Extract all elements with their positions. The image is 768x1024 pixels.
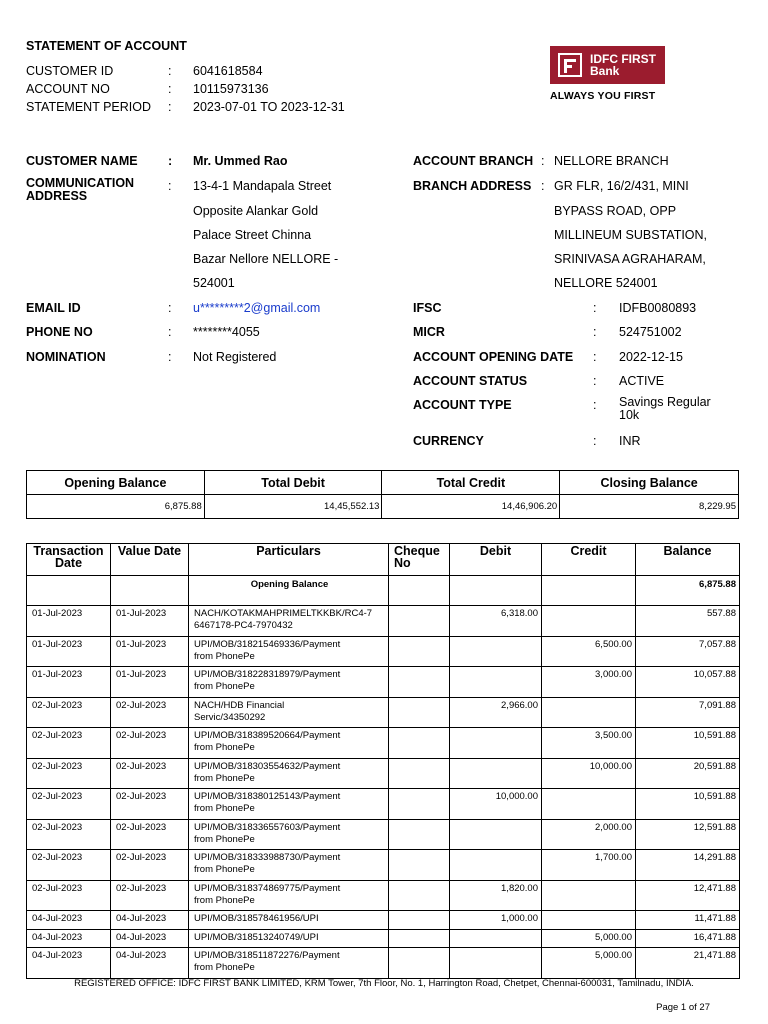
customer-name-label: CUSTOMER NAME <box>26 154 138 168</box>
account-branch-value: NELLORE BRANCH <box>554 154 669 168</box>
balance-cell: 557.88 <box>636 606 740 637</box>
opening-balance-value: 6,875.88 <box>27 495 205 519</box>
branch-address-line: NELLORE 524001 <box>554 276 658 290</box>
cheque-no-cell <box>389 606 450 637</box>
bank-logo <box>550 46 665 84</box>
txn-date-cell: 02-Jul-2023 <box>27 789 111 820</box>
micr-value: 524751002 <box>619 325 682 339</box>
txn-date-cell: 02-Jul-2023 <box>27 758 111 789</box>
total-debit-value: 14,45,552.13 <box>204 495 382 519</box>
particulars-line: from PhonePe <box>194 681 255 692</box>
closing-balance-value: 8,229.95 <box>560 495 739 519</box>
particulars-cell <box>189 929 389 948</box>
txn-date-cell: 01-Jul-2023 <box>27 636 111 667</box>
opening-balance-label: Opening Balance <box>189 576 389 606</box>
particulars-cell <box>189 758 389 789</box>
table-row <box>27 819 740 850</box>
value-date-cell: 02-Jul-2023 <box>111 697 189 728</box>
debit-cell: 2,966.00 <box>450 697 542 728</box>
balance-cell: 12,471.88 <box>636 880 740 911</box>
summary-header: Total Debit <box>204 471 382 495</box>
txn-date-cell: 04-Jul-2023 <box>27 948 111 979</box>
value-date-cell: 02-Jul-2023 <box>111 819 189 850</box>
particulars-cell <box>189 636 389 667</box>
colon: : <box>593 325 597 339</box>
statement-title: STATEMENT OF ACCOUNT <box>26 39 187 53</box>
table-row <box>27 850 740 881</box>
table-row <box>27 948 740 979</box>
cheque-no-cell <box>389 911 450 930</box>
debit-cell: 1,820.00 <box>450 880 542 911</box>
value-date-cell: 02-Jul-2023 <box>111 880 189 911</box>
balance-cell: 7,091.88 <box>636 697 740 728</box>
table-row <box>27 667 740 698</box>
balance-cell: 7,057.88 <box>636 636 740 667</box>
statement-period-label: STATEMENT PERIOD <box>26 100 152 114</box>
balance-cell: 10,591.88 <box>636 789 740 820</box>
branch-address-line: BYPASS ROAD, OPP <box>554 203 677 218</box>
particulars-line: from PhonePe <box>194 772 255 784</box>
colon: : <box>541 154 545 168</box>
table-row <box>27 911 740 930</box>
address-line: 13-4-1 Mandapala Street <box>193 179 332 193</box>
value-date-cell: 02-Jul-2023 <box>111 789 189 820</box>
address-label-line2: ADDRESS <box>26 189 88 203</box>
debit-cell <box>450 728 542 759</box>
particulars-line: NACH/KOTAKMAHPRIMELTKKBK/RC4-7 <box>194 608 373 619</box>
credit-cell <box>542 911 636 930</box>
colon: : <box>168 154 173 168</box>
particulars-cell <box>189 819 389 850</box>
value-date-cell: 04-Jul-2023 <box>111 929 189 948</box>
particulars-line: from PhonePe <box>194 803 255 814</box>
particulars-cell <box>189 850 389 881</box>
cheque-no-cell <box>389 667 450 698</box>
colon: : <box>593 301 597 315</box>
particulars-cell <box>189 697 389 728</box>
cheque-no-cell <box>389 929 450 948</box>
colon: : <box>168 64 172 78</box>
col-header-particulars: Particulars <box>189 544 389 576</box>
col-header-value-date: Value Date <box>111 544 189 576</box>
txn-date-cell: 02-Jul-2023 <box>27 728 111 759</box>
phone-label: PHONE NO <box>26 325 93 339</box>
debit-cell <box>450 948 542 979</box>
cheque-no-cell <box>389 850 450 881</box>
particulars-line: UPI/MOB/318511872276/Payment <box>194 950 340 961</box>
opening-balance-amount: 6,875.88 <box>636 576 740 606</box>
summary-header: Closing Balance <box>560 471 739 495</box>
particulars-line: from PhonePe <box>194 962 255 973</box>
particulars-line: from PhonePe <box>194 864 255 875</box>
address-line: Bazar Nellore NELLORE - <box>193 252 339 266</box>
account-ids-block <box>26 62 426 118</box>
credit-cell: 5,000.00 <box>542 929 636 948</box>
table-row <box>27 929 740 948</box>
credit-cell: 10,000.00 <box>542 758 636 789</box>
particulars-line: UPI/MOB/318374869775/Payment <box>194 882 341 894</box>
particulars-line: UPI/MOB/318578461956/UPI <box>194 913 319 924</box>
table-cell <box>27 576 111 606</box>
particulars-line: from PhonePe <box>194 894 255 906</box>
credit-cell: 5,000.00 <box>542 948 636 979</box>
table-row <box>27 728 740 759</box>
particulars-line: from PhonePe <box>194 650 255 662</box>
debit-cell <box>450 667 542 698</box>
table-cell <box>450 576 542 606</box>
credit-cell <box>542 606 636 637</box>
col-header-cheque-no <box>389 544 450 576</box>
particulars-line: from PhonePe <box>194 833 255 845</box>
debit-cell <box>450 929 542 948</box>
debit-cell <box>450 758 542 789</box>
txn-date-cell: 04-Jul-2023 <box>27 911 111 930</box>
balance-cell: 11,471.88 <box>636 911 740 930</box>
value-date-cell: 01-Jul-2023 <box>111 606 189 637</box>
debit-cell <box>450 819 542 850</box>
summary-header: Opening Balance <box>27 471 205 495</box>
particulars-line: UPI/MOB/318380125143/Payment <box>194 791 341 802</box>
colon: : <box>168 100 172 114</box>
account-type-label: ACCOUNT TYPE <box>413 398 512 412</box>
col-header-debit: Debit <box>450 544 542 576</box>
table-cell <box>111 576 189 606</box>
opening-balance-row <box>27 576 740 606</box>
total-credit-value: 14,46,906.20 <box>382 495 560 519</box>
balance-cell: 10,591.88 <box>636 728 740 759</box>
particulars-cell <box>189 880 389 911</box>
credit-cell <box>542 789 636 820</box>
txn-date-cell: 01-Jul-2023 <box>27 667 111 698</box>
email-link[interactable]: u*********2@gmail.com <box>193 301 321 315</box>
balance-cell: 16,471.88 <box>636 929 740 948</box>
bank-logo-mark-icon <box>558 53 582 77</box>
branch-address-label: BRANCH ADDRESS <box>413 179 532 193</box>
colon: : <box>593 373 597 388</box>
phone-value: ********4055 <box>193 325 260 339</box>
particulars-cell <box>189 911 389 930</box>
particulars-line: UPI/MOB/318389520664/Payment <box>194 730 341 741</box>
col-header-transaction-date <box>27 544 111 576</box>
credit-cell: 6,500.00 <box>542 636 636 667</box>
cheque-no-cell <box>389 880 450 911</box>
balance-cell: 21,471.88 <box>636 948 740 979</box>
opening-date-value: 2022-12-15 <box>619 349 683 364</box>
value-date-cell: 04-Jul-2023 <box>111 948 189 979</box>
account-details <box>413 152 743 452</box>
account-branch-label: ACCOUNT BRANCH <box>413 154 534 168</box>
particulars-line: UPI/MOB/318228318979/Payment <box>194 669 341 680</box>
account-no-value: 10115973136 <box>193 82 269 96</box>
page-number: Page 1 of 27 <box>656 1002 710 1013</box>
currency-value: INR <box>619 434 641 448</box>
credit-cell <box>542 880 636 911</box>
particulars-line: UPI/MOB/318513240749/UPI <box>194 931 319 943</box>
debit-cell: 1,000.00 <box>450 911 542 930</box>
statement-period-value: 2023-07-01 TO 2023-12-31 <box>193 100 345 114</box>
debit-cell <box>450 850 542 881</box>
colon: : <box>168 82 172 96</box>
cheque-no-cell <box>389 636 450 667</box>
account-no-label: ACCOUNT NO <box>26 82 110 96</box>
account-type-line1: Savings Regular <box>619 395 711 409</box>
ifsc-value: IDFB0080893 <box>619 301 697 315</box>
table-row <box>27 606 740 637</box>
table-row <box>27 789 740 820</box>
colon: : <box>593 434 597 448</box>
branch-address-line: GR FLR, 16/2/431, MINI <box>554 179 689 193</box>
colon: : <box>168 325 172 339</box>
cheque-no-cell <box>389 789 450 820</box>
header-text: Date <box>54 556 83 570</box>
value-date-cell: 01-Jul-2023 <box>111 636 189 667</box>
colon: : <box>168 349 172 364</box>
debit-cell: 10,000.00 <box>450 789 542 820</box>
col-header-balance: Balance <box>636 544 740 576</box>
particulars-line: NACH/HDB Financial <box>194 699 285 711</box>
cheque-no-cell <box>389 948 450 979</box>
header-text: Transaction <box>33 544 104 558</box>
customer-details <box>26 152 406 372</box>
debit-cell: 6,318.00 <box>450 606 542 637</box>
value-date-cell: 02-Jul-2023 <box>111 728 189 759</box>
branch-address-line: MILLINEUM SUBSTATION, <box>554 227 708 242</box>
txn-date-cell: 04-Jul-2023 <box>27 929 111 948</box>
table-row <box>27 697 740 728</box>
bank-logo-text <box>590 53 656 77</box>
particulars-line: from PhonePe <box>194 742 255 753</box>
particulars-cell <box>189 728 389 759</box>
value-date-cell: 01-Jul-2023 <box>111 667 189 698</box>
header-text: Cheque <box>394 544 440 558</box>
value-date-cell: 04-Jul-2023 <box>111 911 189 930</box>
transactions-table <box>26 543 740 979</box>
particulars-cell <box>189 948 389 979</box>
bank-logo-line2: Bank <box>590 64 620 78</box>
particulars-cell <box>189 667 389 698</box>
bank-logo-line1: IDFC FIRST <box>590 52 656 66</box>
ifsc-label: IFSC <box>413 301 442 315</box>
colon: : <box>593 349 597 364</box>
col-header-credit: Credit <box>542 544 636 576</box>
header-text: No <box>394 556 411 570</box>
particulars-line: UPI/MOB/318333988730/Payment <box>194 852 341 863</box>
balance-cell: 20,591.88 <box>636 758 740 789</box>
bank-tagline: ALWAYS YOU FIRST <box>550 90 656 102</box>
address-line: Opposite Alankar Gold <box>193 203 319 218</box>
balance-summary-table <box>26 470 739 519</box>
table-row <box>27 636 740 667</box>
transactions-header-row <box>27 544 740 576</box>
cheque-no-cell <box>389 758 450 789</box>
nomination-label: NOMINATION <box>26 349 106 364</box>
registered-office-footer: REGISTERED OFFICE: IDFC FIRST BANK LIMITED, KRM Tower, 7th Floor, No. 1, Harrington Road, Chetpet, Chennai-600031, Tamilnadu, INDIA. <box>74 978 694 989</box>
colon: : <box>168 179 172 193</box>
credit-cell: 1,700.00 <box>542 850 636 881</box>
txn-date-cell: 02-Jul-2023 <box>27 697 111 728</box>
account-status-label: ACCOUNT STATUS <box>413 373 528 388</box>
summary-header: Total Credit <box>382 471 560 495</box>
account-status-value: ACTIVE <box>619 373 665 388</box>
colon: : <box>541 179 545 193</box>
txn-date-cell: 02-Jul-2023 <box>27 850 111 881</box>
email-label: EMAIL ID <box>26 301 81 315</box>
currency-label: CURRENCY <box>413 434 484 448</box>
particulars-line: Servic/34350292 <box>194 711 266 723</box>
credit-cell: 3,000.00 <box>542 667 636 698</box>
particulars-line: UPI/MOB/318303554632/Payment <box>194 760 341 772</box>
txn-date-cell: 01-Jul-2023 <box>27 606 111 637</box>
branch-address-line: SRINIVASA AGRAHARAM, <box>554 252 706 266</box>
value-date-cell: 02-Jul-2023 <box>111 758 189 789</box>
debit-cell <box>450 636 542 667</box>
customer-name-value: Mr. Ummed Rao <box>193 154 288 168</box>
table-row <box>27 758 740 789</box>
address-line: 524001 <box>193 276 235 290</box>
summary-header-row <box>27 471 739 495</box>
particulars-line: UPI/MOB/318215469336/Payment <box>194 638 341 650</box>
balance-cell: 10,057.88 <box>636 667 740 698</box>
account-type-line2: 10k <box>619 408 640 422</box>
micr-label: MICR <box>413 325 445 339</box>
table-cell <box>542 576 636 606</box>
address-line: Palace Street Chinna <box>193 227 312 242</box>
table-cell <box>389 576 450 606</box>
txn-date-cell: 02-Jul-2023 <box>27 819 111 850</box>
colon: : <box>168 301 172 315</box>
address-label-line1: COMMUNICATION <box>26 176 135 190</box>
customer-id-value: 6041618584 <box>193 64 263 78</box>
cheque-no-cell <box>389 728 450 759</box>
txn-date-cell: 02-Jul-2023 <box>27 880 111 911</box>
colon: : <box>593 398 597 412</box>
credit-cell <box>542 697 636 728</box>
particulars-line: 6467178-PC4-7970432 <box>194 620 293 631</box>
credit-cell: 3,500.00 <box>542 728 636 759</box>
particulars-cell <box>189 789 389 820</box>
customer-id-label: CUSTOMER ID <box>26 64 114 78</box>
table-row <box>27 880 740 911</box>
nomination-value: Not Registered <box>193 349 277 364</box>
value-date-cell: 02-Jul-2023 <box>111 850 189 881</box>
particulars-line: UPI/MOB/318336557603/Payment <box>194 821 341 833</box>
credit-cell: 2,000.00 <box>542 819 636 850</box>
particulars-cell <box>189 606 389 637</box>
balance-cell: 14,291.88 <box>636 850 740 881</box>
cheque-no-cell <box>389 697 450 728</box>
summary-value-row <box>27 495 739 519</box>
opening-date-label: ACCOUNT OPENING DATE <box>413 349 574 364</box>
cheque-no-cell <box>389 819 450 850</box>
balance-cell: 12,591.88 <box>636 819 740 850</box>
